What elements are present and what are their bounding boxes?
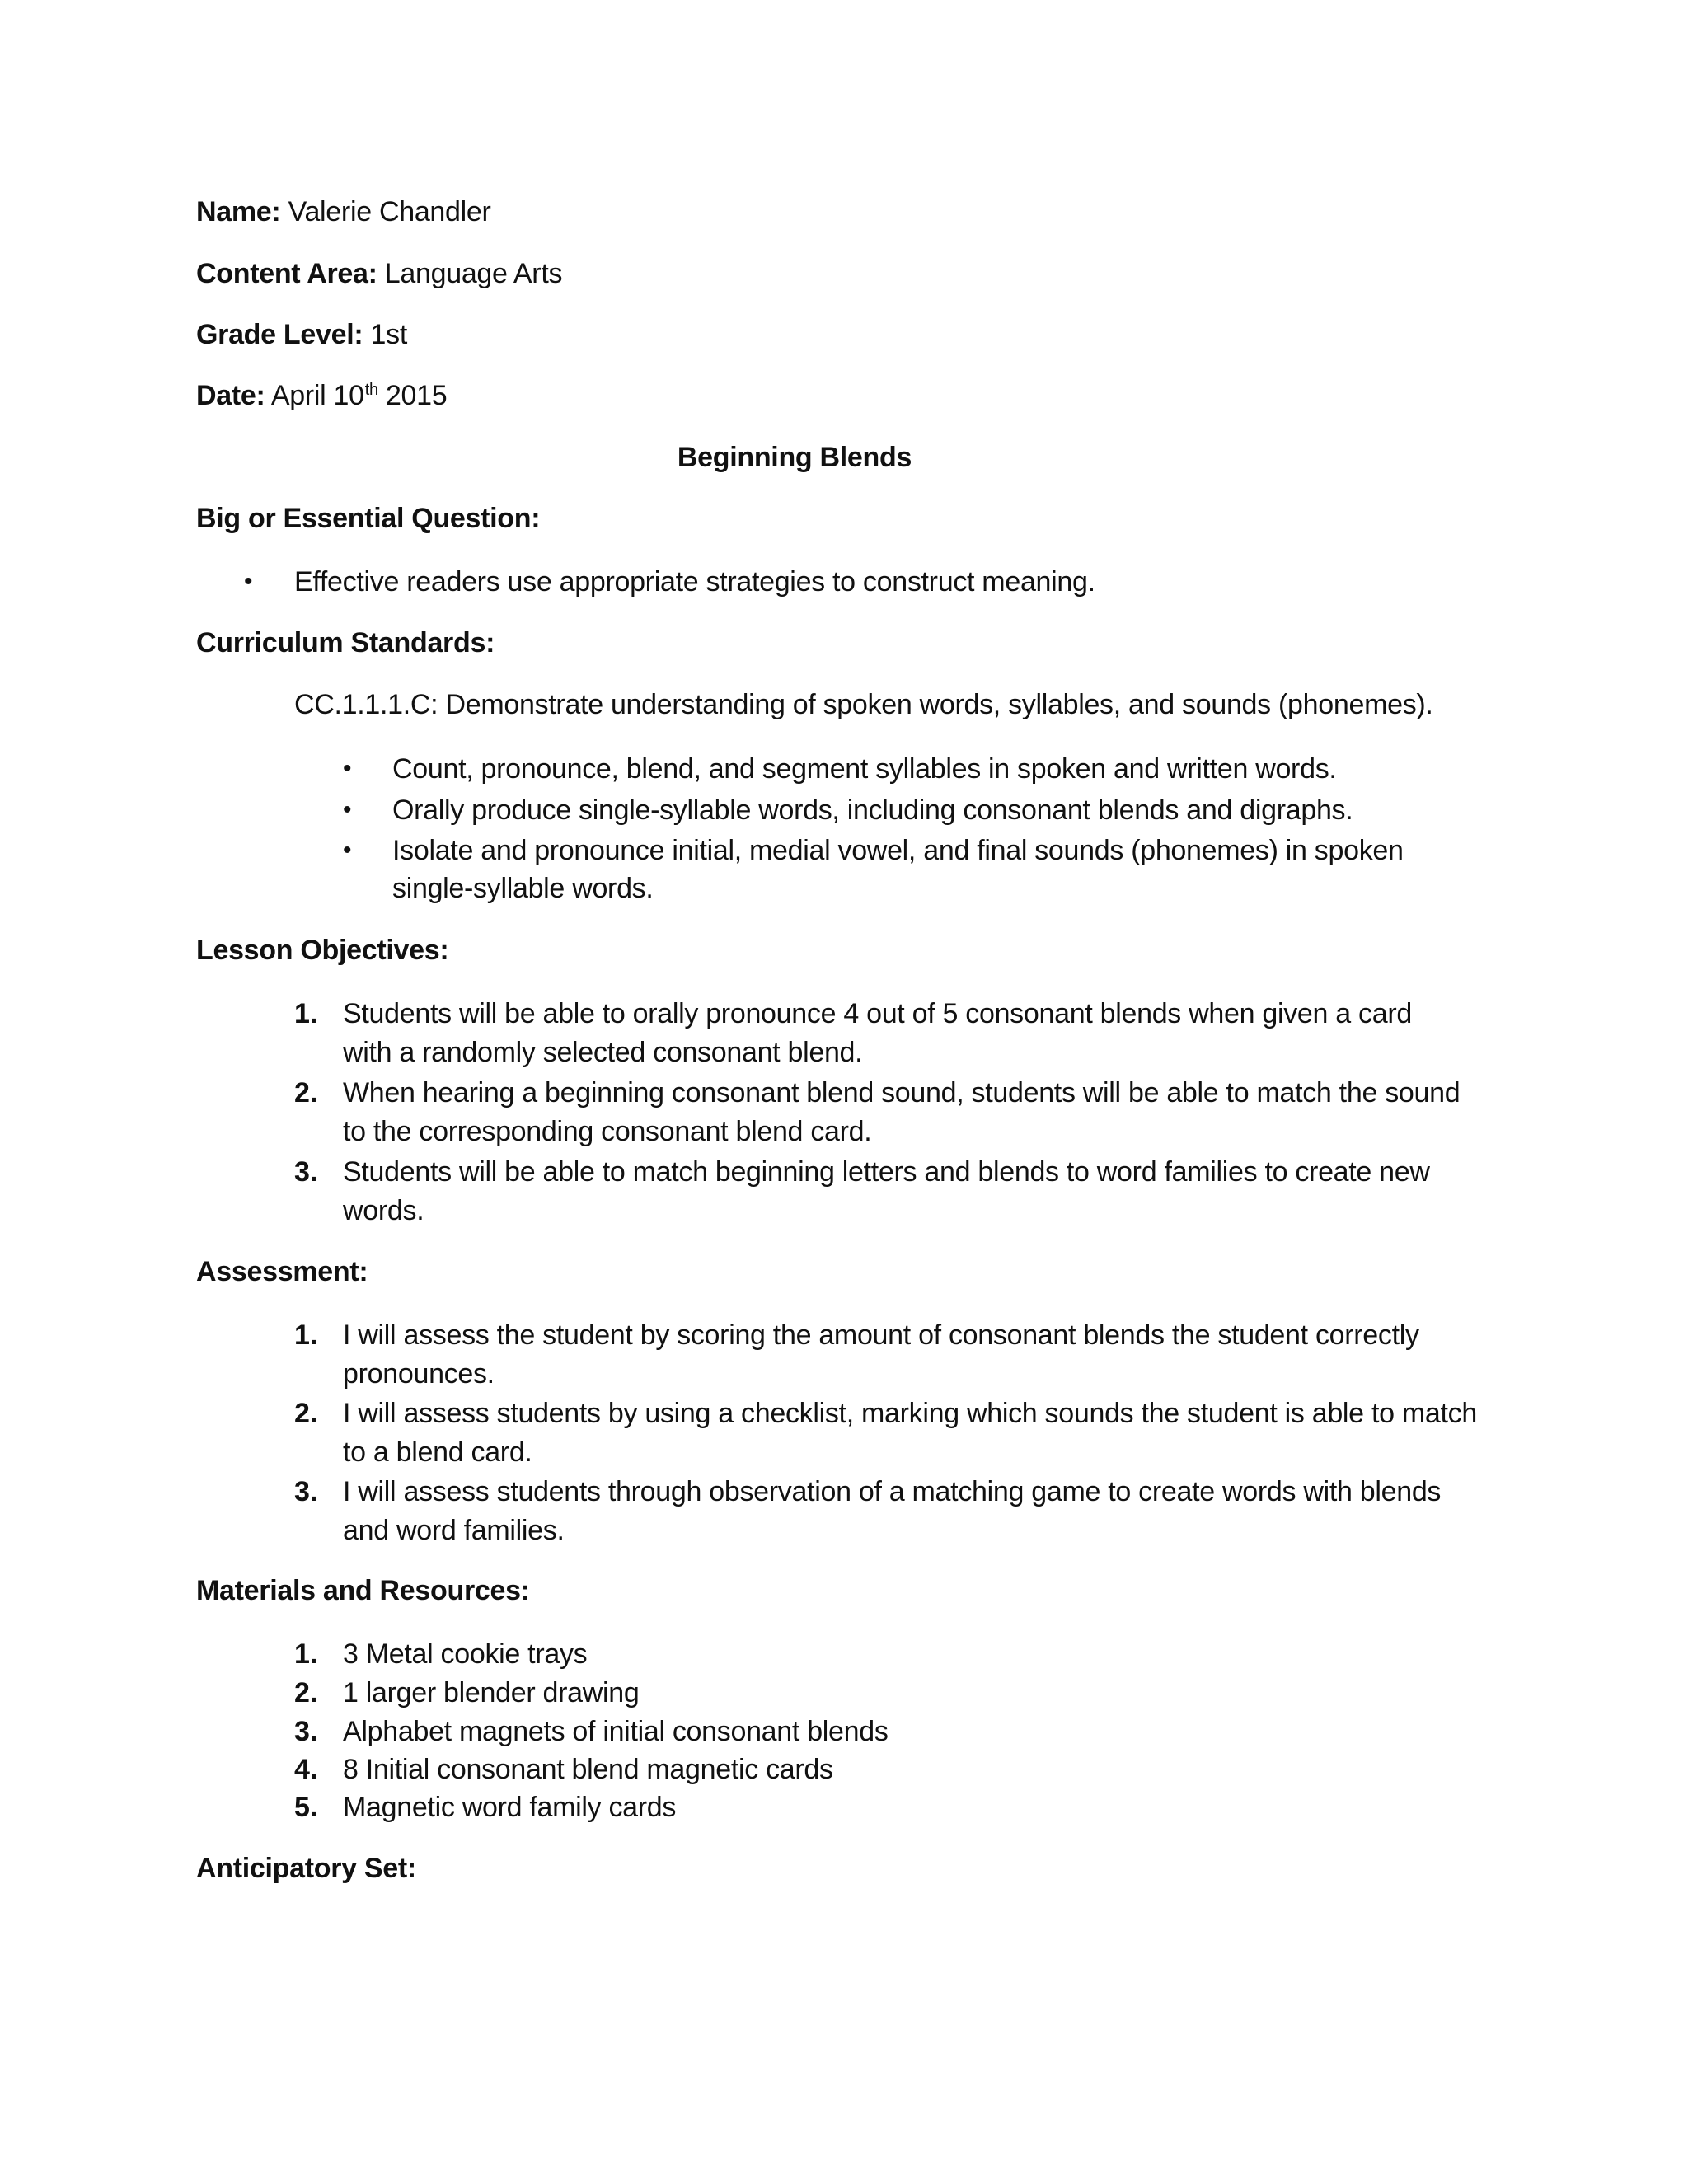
bullet-icon: •	[343, 796, 352, 823]
date-value	[271, 380, 448, 411]
bullet-icon: •	[343, 755, 352, 782]
material-item: 1 larger blender drawing	[343, 1677, 640, 1708]
assessment-heading: Assessment:	[196, 1256, 368, 1287]
standard-item: Isolate and pronounce initial, medial vowel, and final sounds (phonemes) in spoken	[392, 835, 1404, 866]
material-number: 3.	[294, 1716, 318, 1747]
materials-heading: Materials and Resources:	[196, 1575, 530, 1606]
standards-heading: Curriculum Standards:	[196, 627, 495, 658]
content-area-value: Language Arts	[384, 258, 563, 289]
name-value: Valerie Chandler	[288, 196, 491, 227]
assessment-text: and word families.	[343, 1515, 565, 1546]
date-field	[196, 377, 447, 415]
objective-text: Students will be able to match beginning letters and blends to word families to create new	[343, 1156, 1430, 1188]
objective-number: 3.	[294, 1156, 318, 1188]
assessment-text: to a blend card.	[343, 1436, 532, 1468]
objective-text: with a randomly selected consonant blend.	[343, 1037, 863, 1068]
objective-text: to the corresponding consonant blend card.	[343, 1116, 872, 1147]
standard-item: Orally produce single-syllable words, including consonant blends and digraphs.	[392, 794, 1353, 826]
standard-item-continued: single-syllable words.	[392, 873, 654, 904]
date-label: Date:	[196, 380, 265, 411]
objective-text: When hearing a beginning consonant blend sound, students will be able to match the sound	[343, 1077, 1461, 1108]
grade-level-field	[196, 316, 407, 354]
material-number: 1.	[294, 1638, 318, 1670]
anticipatory-heading: Anticipatory Set:	[196, 1853, 416, 1884]
assessment-text: pronounces.	[343, 1358, 495, 1390]
material-item: Alphabet magnets of initial consonant blends	[343, 1716, 889, 1747]
name-label: Name:	[196, 196, 281, 227]
date-value-year: 2015	[385, 380, 448, 411]
assessment-text: I will assess students by using a checklist, marking which sounds the student is able to match	[343, 1398, 1477, 1429]
big-question-item: Effective readers use appropriate strategies to construct meaning.	[294, 566, 1095, 598]
material-number: 4.	[294, 1754, 318, 1785]
objectives-heading: Lesson Objectives:	[196, 935, 449, 966]
big-question-heading: Big or Essential Question:	[196, 503, 541, 534]
objective-number: 2.	[294, 1077, 318, 1108]
material-item: 3 Metal cookie trays	[343, 1638, 588, 1670]
assessment-number: 1.	[294, 1319, 318, 1351]
bullet-icon: •	[343, 837, 352, 864]
content-area-field	[196, 255, 562, 293]
assessment-number: 2.	[294, 1398, 318, 1429]
bullet-icon: •	[244, 568, 253, 595]
grade-level-value: 1st	[370, 319, 408, 350]
date-value-main: April 10	[270, 380, 364, 411]
objective-number: 1.	[294, 998, 318, 1029]
grade-level-label: Grade Level:	[196, 319, 363, 350]
name-field	[196, 193, 491, 231]
assessment-number: 3.	[294, 1476, 318, 1507]
assessment-text: I will assess the student by scoring the amount of consonant blends the student correctly	[343, 1319, 1419, 1351]
date-value-ordinal: th	[364, 380, 378, 399]
material-number: 2.	[294, 1677, 318, 1708]
assessment-text: I will assess students through observation of a matching game to create words with blends	[343, 1476, 1442, 1507]
material-number: 5.	[294, 1792, 318, 1823]
document-title: Beginning Blends	[677, 442, 912, 473]
material-item: Magnetic word family cards	[343, 1792, 677, 1823]
standard-code: CC.1.1.1.C: Demonstrate understanding of spoken words, syllables, and sounds (phonemes).	[294, 689, 1433, 720]
content-area-label: Content Area:	[196, 258, 377, 289]
material-item: 8 Initial consonant blend magnetic cards	[343, 1754, 833, 1785]
standard-item: Count, pronounce, blend, and segment syllables in spoken and written words.	[392, 753, 1337, 785]
objective-text: words.	[343, 1195, 424, 1226]
objective-text: Students will be able to orally pronounce 4 out of 5 consonant blends when given a card	[343, 998, 1412, 1029]
